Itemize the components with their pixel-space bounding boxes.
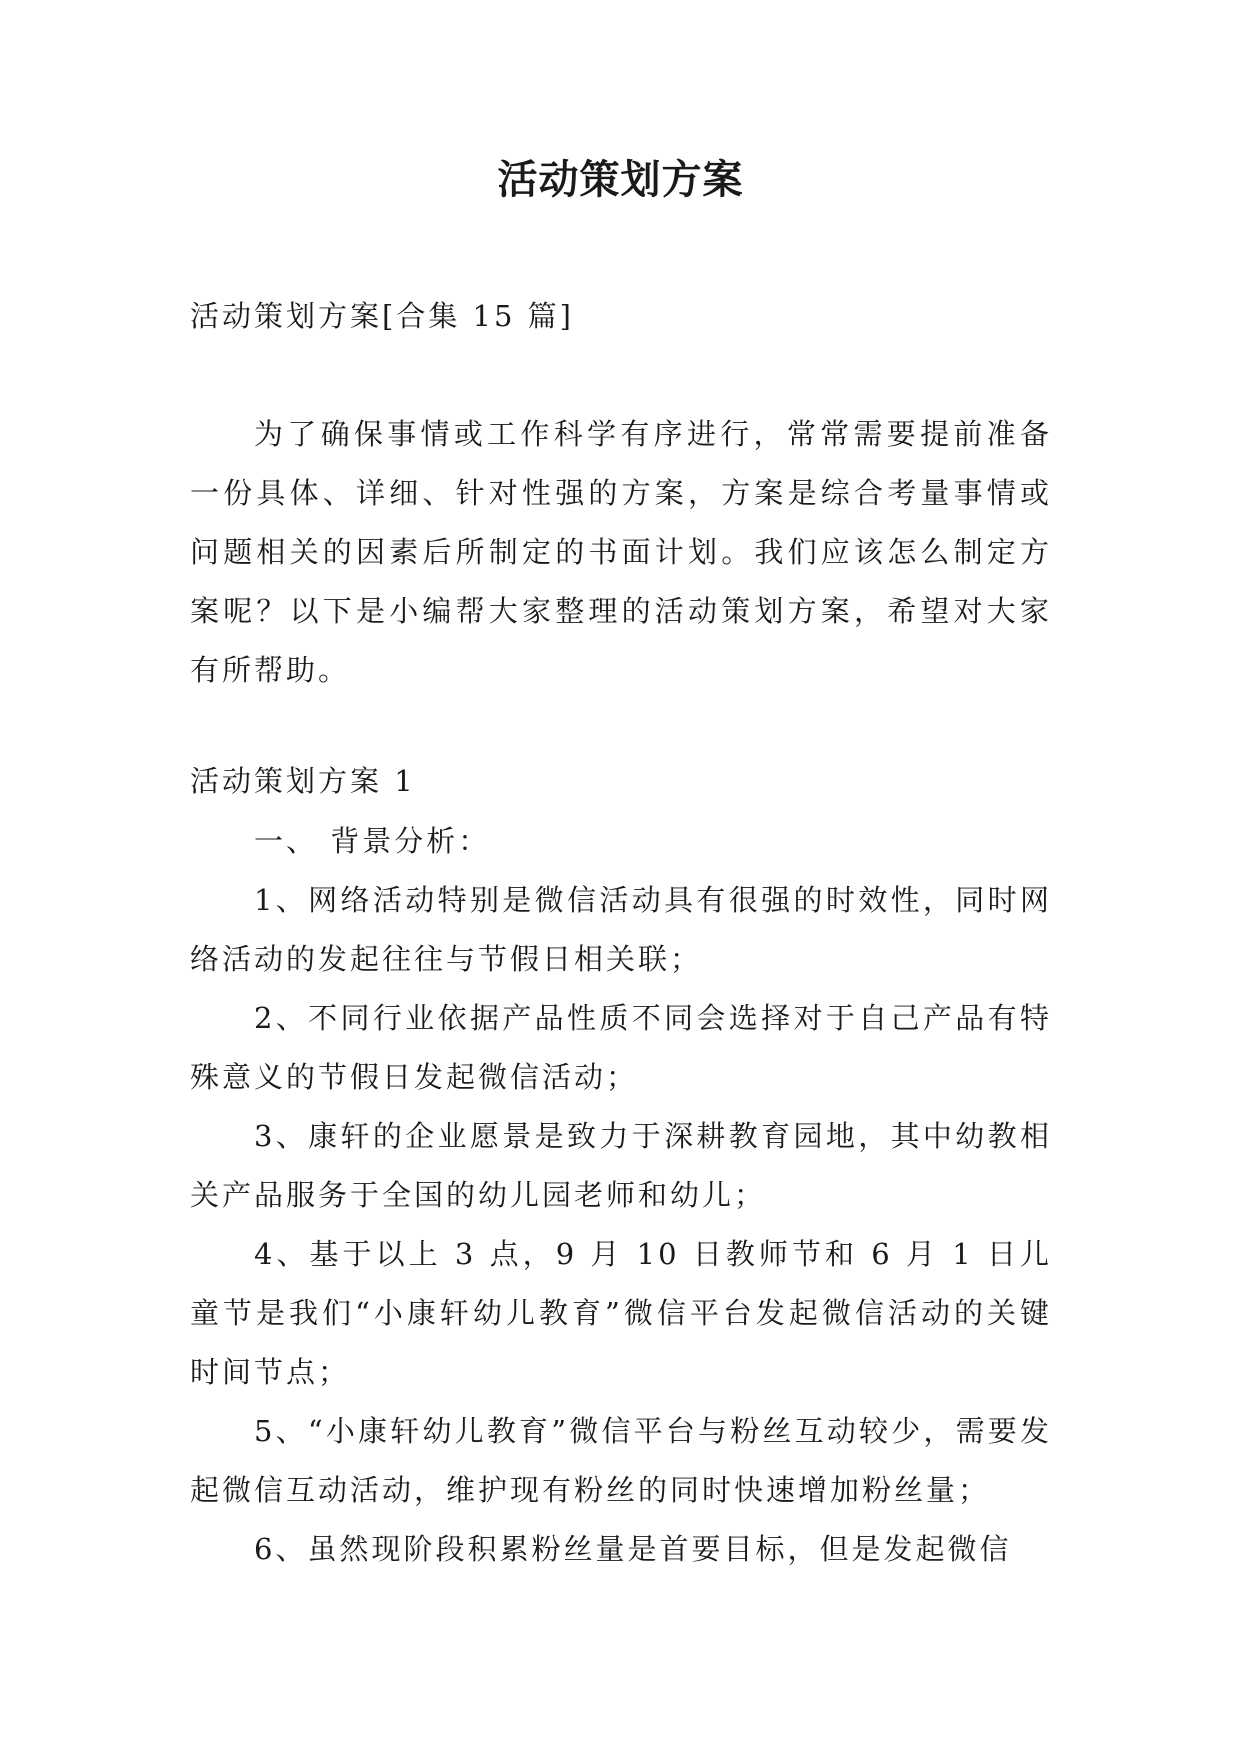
background-heading: 一、 背景分析： (254, 824, 491, 858)
paragraph-item: 4、基于以上 3 点，9 月 10 日教师节和 6 月 1 日儿童节是我们“小康轩幼儿教育”微信平台发起微信活动的关键时间节点； (190, 1237, 1052, 1389)
paragraph-item: 1、网络活动特别是微信活动具有很强的时效性，同时网络活动的发起往往与节假日相关联； (190, 883, 1052, 976)
paragraph-item: 3、康轩的企业愿景是致力于深耕教育园地，其中幼教相关产品服务于全国的幼儿园老师和幼儿； (190, 1119, 1052, 1212)
section-heading: 活动策划方案 1 (190, 764, 416, 798)
paragraph-item: 2、不同行业依据产品性质不同会选择对于自己产品有特殊意义的节假日发起微信活动； (190, 1001, 1052, 1094)
document-title: 活动策划方案 (497, 156, 744, 203)
document-subtitle: 活动策划方案[合集 15 篇] (190, 299, 574, 333)
intro-paragraph: 为了确保事情或工作科学有序进行，常常需要提前准备一份具体、详细、针对性强的方案，方案是综合考量事情或问题相关的因素后所制定的书面计划。我们应该怎么制定方案呢？以下是小编帮大家整理的活动策划方案，希望对大家有所帮助。 (190, 417, 1052, 687)
paragraph-item: 5、“小康轩幼儿教育”微信平台与粉丝互动较少，需要发起微信互动活动，维护现有粉丝的同时快速增加粉丝量； (190, 1414, 1052, 1507)
section-body (190, 812, 1052, 1579)
paragraph-item: 6、虽然现阶段积累粉丝量是首要目标，但是发起微信 (254, 1532, 1012, 1566)
